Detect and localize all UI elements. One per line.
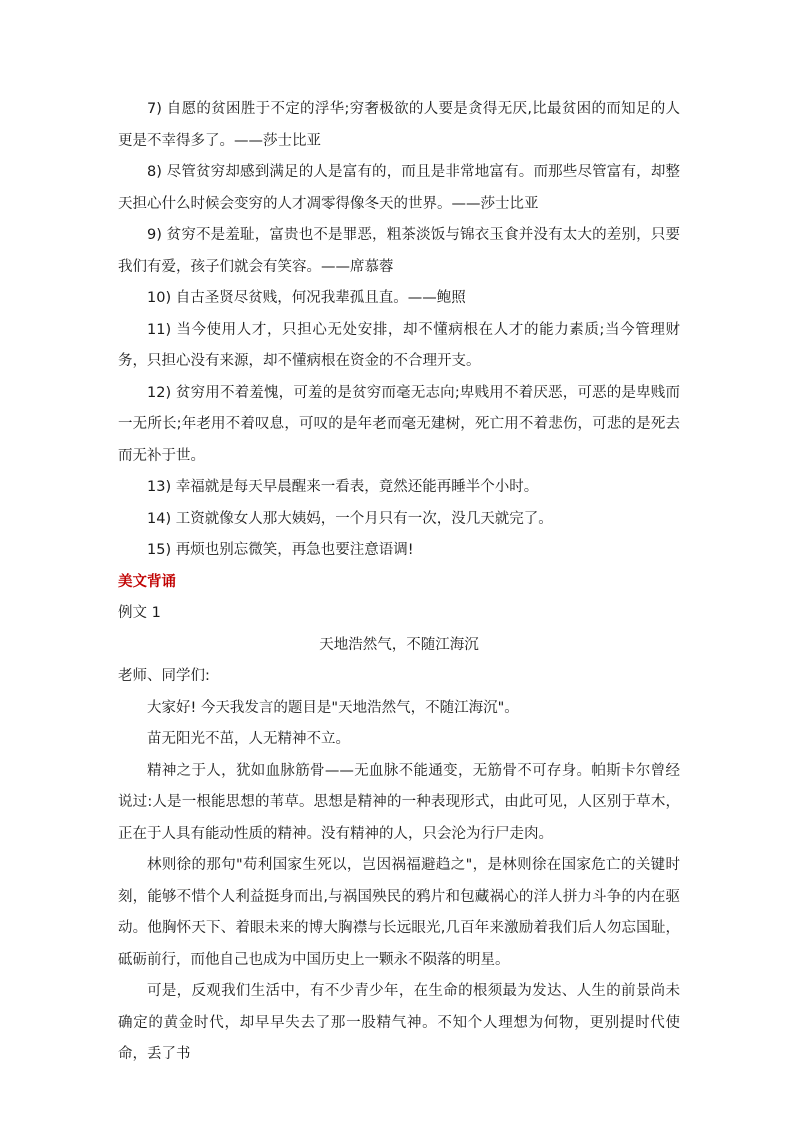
quote-7: 7) 自愿的贫困胜于不定的浮华;穷奢极欲的人要是贪得无厌,比最贫困的而知足的人更是不幸得多了。——莎士比亚 <box>118 101 680 149</box>
quote-13: 13) 幸福就是每天早晨醒来一看表，竟然还能再睡半个小时。 <box>147 479 539 495</box>
quote-9: 9) 贫穷不是羞耻，富贵也不是罪恶，粗茶淡饭与锦衣玉食并没有太大的差别，只要我们有爱，孩子们就会有笑容。——席慕蓉 <box>118 227 680 275</box>
essay-paragraph-3: 精神之于人，犹如血脉筋骨——无血脉不能通变，无筋骨不可存身。帕斯卡尔曾经说过:人是一根能思想的苇草。思想是精神的一种表现形式，由此可见，人区别于草木，正在于人具有能动性质的精神。没有精神的人，只会沦为行尸走肉。 <box>118 762 680 842</box>
quote-12: 12) 贫穷用不着羞愧，可羞的是贫穷而毫无志向;卑贱用不着厌恶，可恶的是卑贱而一无所长;年老用不着叹息，可叹的是年老而毫无建树，死亡用不着悲伤，可悲的是死去而无补于世。 <box>118 384 680 464</box>
quote-15: 15) 再烦也别忘微笑，再急也要注意语调! <box>147 542 414 558</box>
section-heading: 美文背诵 <box>118 573 176 590</box>
document-body <box>118 94 680 1071</box>
quote-14: 14) 工资就像女人那大姨妈，一个月只有一次，没几天就完了。 <box>147 510 553 527</box>
example-label: 例文 1 <box>118 605 161 621</box>
essay-paragraph-2: 苗无阳光不茁，人无精神不立。 <box>147 731 350 747</box>
quote-11: 11) 当今使用人才，只担心无处安排，却不懂病根在人才的能力素质;当今管理财务，只担心没有来源，却不懂病根在资金的不合理开支。 <box>118 321 680 369</box>
salutation: 老师、同学们: <box>118 668 210 684</box>
essay-title: 天地浩然气，不随江海沉 <box>319 636 479 653</box>
essay-paragraph-1: 大家好! 今天我发言的题目是"天地浩然气，不随江海沉"。 <box>147 699 519 716</box>
quote-8: 8) 尽管贫穷却感到满足的人是富有的，而且是非常地富有。而那些尽管富有，却整天担心什么时候会变穷的人才凋零得像冬天的世界。——莎士比亚 <box>118 164 680 212</box>
essay-paragraph-5: 可是，反观我们生活中，有不少青少年，在生命的根须最为发达、人生的前景尚未确定的黄金时代，却早早失去了那一股精气神。不知个人理想为何物，更别提时代使命，丢了书 <box>118 983 680 1062</box>
quote-10: 10) 自古圣贤尽贫贱，何况我辈孤且直。——鲍照 <box>147 290 466 306</box>
essay-paragraph-4: 林则徐的那句"苟利国家生死以，岂因祸福避趋之"，是林则徐在国家危亡的关键时刻，能够不惜个人利益挺身而出,与祸国殃民的鸦片和包藏祸心的洋人拼力斗争的内在驱动。他胸怀天下、着眼未来的博大胸襟与长远眼光,几百年来激励着我们后人勿忘国耻，砥砺前行，而他自己也成为中国历史上一颗永不陨落的明星。 <box>118 857 680 968</box>
